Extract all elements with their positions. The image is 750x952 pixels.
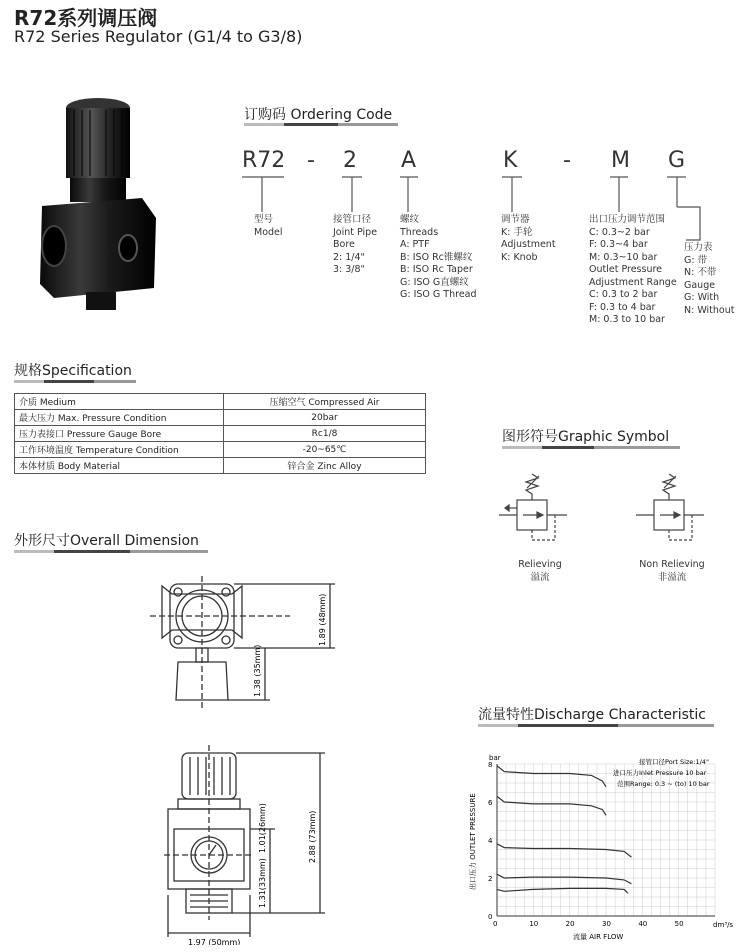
ordering-heading: 订购码 Ordering Code (244, 107, 393, 123)
regulator-photo (30, 88, 170, 328)
y-tick-label: 0 (488, 913, 493, 921)
series-line-5 (497, 888, 628, 893)
code-bore: 2 (343, 148, 357, 173)
threads-block: 螺纹 Threads A: PTF B: ISO Rc锥螺纹 B: ISO Rc Taper G: ISO G直螺纹 G: ISO G Thread (400, 214, 477, 300)
series-line-4 (497, 874, 631, 884)
code-adjust: K (503, 148, 518, 173)
code-dash-1: - (307, 148, 315, 173)
side-view-drawing (160, 745, 360, 945)
code-series: R72 (242, 148, 286, 173)
x-tick-label: 20 (565, 920, 575, 928)
title-en: R72 Series Regulator (G1/4 to G3/8) (14, 27, 303, 46)
chart-note-1: 接管口径Port Size:1/4" (639, 758, 709, 766)
table-row: 压力表接口 Pressure Gauge Bore Rc1/8 (15, 426, 426, 442)
y-axis-label: 出口压力 OUTLET PRESSURE (469, 793, 477, 890)
table-row: 最大压力 Max. Pressure Condition 20bar (15, 410, 426, 426)
x-tick-label: 10 (529, 920, 539, 928)
discharge-chart (455, 750, 745, 948)
chart-note-2: 进口压力Inlet Pressure 10 bar (613, 769, 707, 777)
y-tick-label: 2 (488, 875, 493, 883)
y-tick-label: 8 (488, 761, 493, 769)
adjust-block: 调节器 K: 手轮 Adjustment K: Knob (501, 214, 556, 263)
model-block: 型号 Model (254, 214, 283, 238)
table-row: 介质 Medium 压缩空气 Compressed Air (15, 394, 426, 410)
code-thread: A (401, 148, 417, 173)
x-axis-label: 流量 AIR FLOW (573, 933, 624, 941)
non-relieving-symbol (632, 470, 722, 555)
code-gauge: G (668, 148, 686, 173)
x-tick-label: 30 (602, 920, 611, 928)
x-tick-label: 0 (493, 920, 498, 928)
top-view-drawing (150, 570, 350, 720)
graphic-heading: 图形符号Graphic Symbol (502, 429, 670, 445)
dim-6-label: 1.97 (50mm) (188, 938, 241, 945)
table-row: 本体材质 Body Material 锌合金 Zinc Alloy (15, 458, 426, 474)
chart-note-3: 范围Range: 0.3 ~ (to) 10 bar (617, 780, 710, 788)
y-unit-label: bar (489, 754, 501, 762)
dim-2-label: 1.38 (35mm) (253, 644, 262, 697)
title-cn: R72系列调压阀 (14, 6, 158, 30)
series-line-3 (497, 844, 631, 857)
dim-1-label: 1.89 (48mm) (318, 593, 327, 646)
non-relieving-label: Non Relieving 非溢流 (639, 559, 705, 583)
dim-4-label: 2.88 (73mm) (308, 810, 317, 863)
y-tick-label: 4 (488, 837, 493, 845)
x-tick-label: 40 (638, 920, 648, 928)
gauge-block: 压力表 G: 带 N: 不带 Gauge G: With N: Without (684, 242, 735, 316)
x-unit-label: dm³/s (713, 921, 734, 929)
spec-table (14, 393, 426, 474)
range-block: 出口压力调节范围 C: 0.3~2 bar F: 0.3~4 bar M: 0.3~10 bar Outlet Pressure Adjustment Range C: 0.3 to 2 bar F: 0.3 to 4 bar M: 0.3 to 10 bar (589, 214, 677, 325)
discharge-heading: 流量特性Discharge Characteristic (478, 707, 706, 723)
code-dash-2: - (563, 148, 571, 173)
spec-heading: 规格Specification (14, 363, 132, 379)
dim-3-label: 1.01(26mm) (258, 803, 267, 853)
code-range: M (611, 148, 630, 173)
table-row: 工作环境温度 Temperature Condition -20~65℃ (15, 442, 426, 458)
dim-5-label: 1.31(33mm) (258, 858, 267, 908)
y-tick-label: 6 (488, 799, 493, 807)
bore-block: 接管口径 Joint Pipe Bore 2: 1/4" 3: 3/8" (333, 214, 378, 275)
relieving-symbol (495, 470, 585, 555)
relieving-label: Relieving 溢流 (518, 559, 562, 583)
dimension-heading: 外形尺寸Overall Dimension (14, 533, 199, 549)
x-tick-label: 50 (674, 920, 684, 928)
